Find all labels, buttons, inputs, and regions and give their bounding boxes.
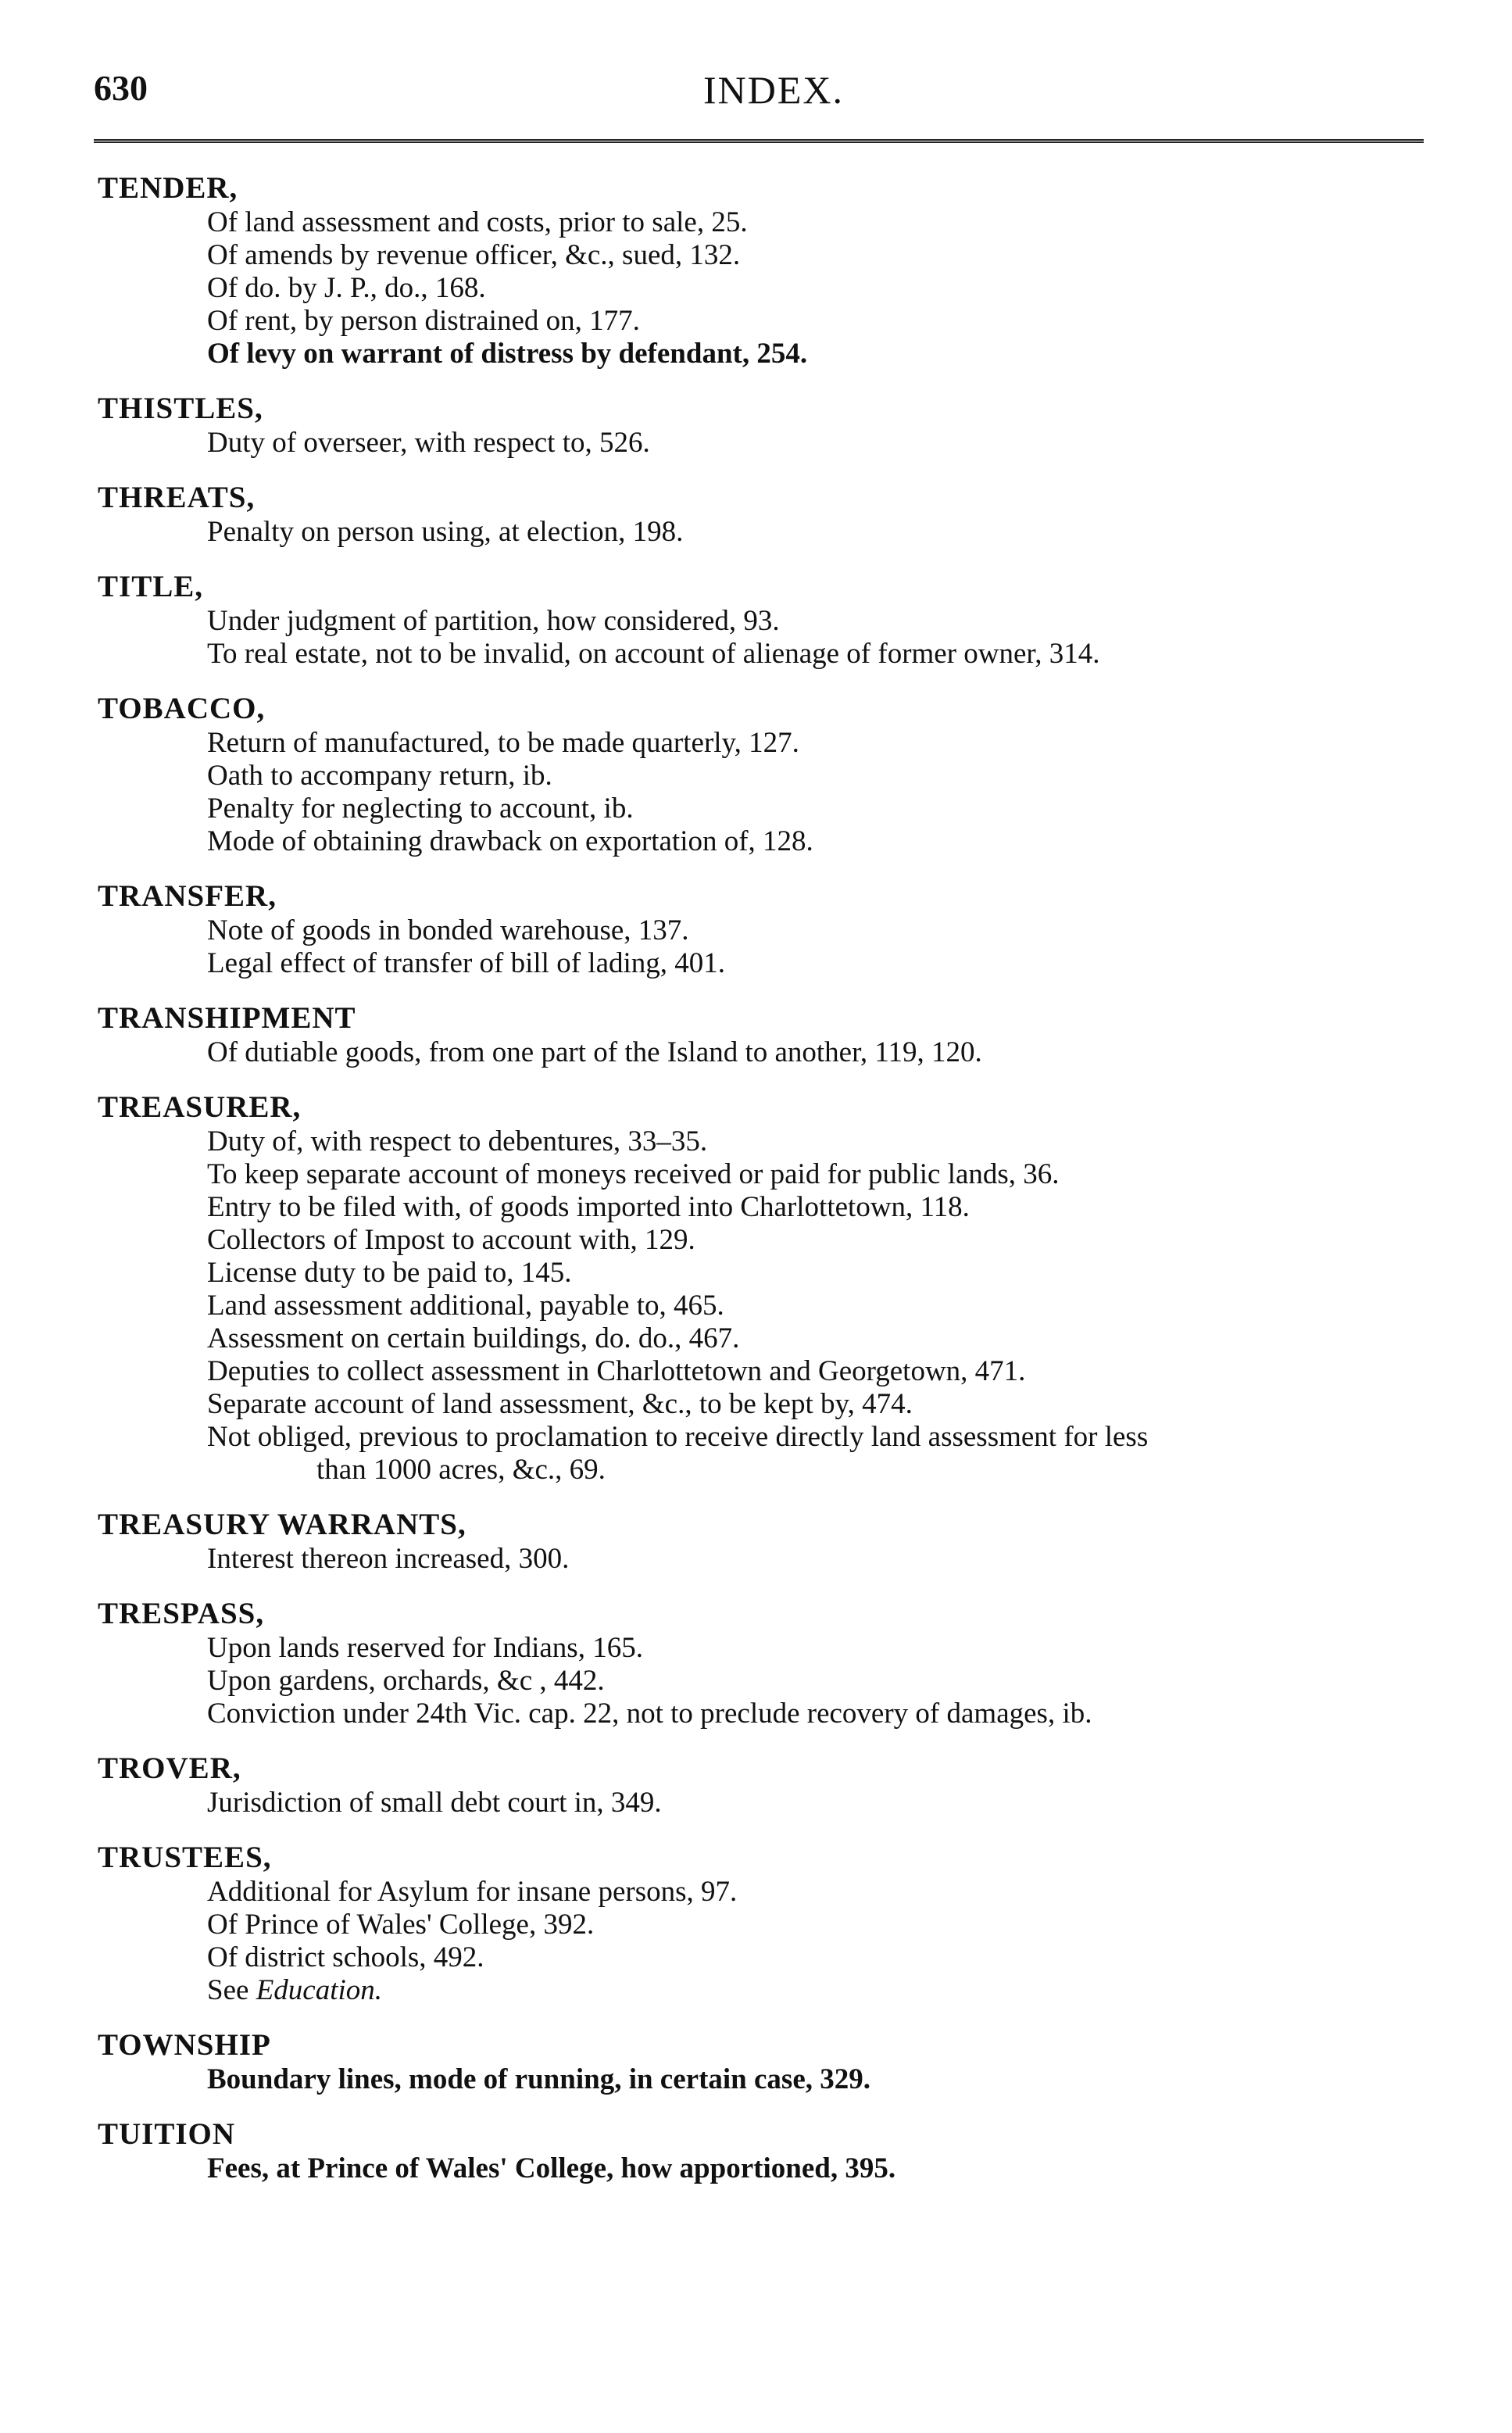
index-entry-tender [98,170,1442,370]
index-entry-trustees [98,1840,1442,2007]
index-entry-trespass [98,1596,1442,1730]
index-entry-tobacco [98,691,1442,858]
subentry: Oath to accompany return, ib. [207,760,552,792]
entry-heading: TITLE, [98,570,203,603]
subentry: Not obliged, previous to proclamation to receive directly land assessment for less [207,1421,1149,1453]
index-entry-thistles [98,391,1442,460]
page-header [94,67,1422,122]
entry-subentries [98,206,1442,370]
header-rule [94,139,1424,143]
subentry: Under judgment of partition, how considered, 93. [207,605,780,637]
entry-subentries [98,1632,1442,1730]
subentry: Additional for Asylum for insane persons, 97. [207,1876,738,1908]
index-entry-trover [98,1751,1442,1819]
index-entries [98,170,1442,2206]
subentry: Return of manufactured, to be made quarterly, 127. [207,727,799,759]
entry-subentries [98,605,1442,671]
entry-heading: TRUSTEES, [98,1841,272,1874]
index-entry-transhipment [98,1000,1442,1069]
entry-heading: TOWNSHIP [98,2028,271,2062]
entry-heading: THREATS, [98,481,256,514]
subentry: Assessment on certain buildings, do. do., 467. [207,1322,740,1354]
entry-heading: TRANSFER, [98,879,277,913]
entry-heading: TROVER, [98,1751,241,1785]
index-entry-transfer [98,878,1442,980]
subentry: Upon gardens, orchards, &c , 442. [207,1665,605,1697]
subentry: Deputies to collect assessment in Charlottetown and Georgetown, 471. [207,1355,1026,1387]
subentry: Boundary lines, mode of running, in certain case, 329. [207,2063,870,2095]
entry-heading: TRANSHIPMENT [98,1001,356,1035]
subentry: Interest thereon increased, 300. [207,1543,570,1575]
subentry: Of land assessment and costs, prior to sale, 25. [207,206,748,238]
index-entry-treasurer [98,1089,1442,1487]
page-number: 630 [94,68,148,108]
subentry: Collectors of Impost to account with, 129. [207,1224,695,1256]
entry-subentries [98,1036,1442,1069]
subentry: Of dutiable goods, from one part of the Island to another, 119, 120. [207,1036,982,1068]
index-entry-threats [98,480,1442,549]
subentry: To real estate, not to be invalid, on account of alienage of former owner, 314. [207,638,1100,670]
entry-heading: TREASURER, [98,1090,302,1124]
entry-subentries [98,2063,1442,2096]
subentry: Conviction under 24th Vic. cap. 22, not to preclude recovery of damages, ib. [207,1698,1092,1730]
entry-heading: TENDER, [98,171,238,205]
subentry: Penalty for neglecting to account, ib. [207,793,634,825]
subentry: Penalty on person using, at election, 198. [207,516,684,548]
entry-subentries [98,727,1442,858]
subentry: Of amends by revenue officer, &c., sued, 132. [207,239,741,271]
running-title: INDEX. [703,68,845,112]
subentry-continuation: than 1000 acres, &c., 69. [316,1454,606,1486]
entry-subentries [98,914,1442,980]
subentry: Legal effect of transfer of bill of lading, 401. [207,947,726,979]
entry-subentries [98,2152,1442,2185]
subentry: Separate account of land assessment, &c., to be kept by, 474. [207,1388,913,1420]
subentry: Of district schools, 492. [207,1941,484,1973]
entry-heading: THISTLES, [98,392,263,425]
subentry: Entry to be filed with, of goods imported into Charlottetown, 118. [207,1191,970,1223]
subentry: Of rent, by person distrained on, 177. [207,305,640,337]
subentry: License duty to be paid to, 145. [207,1257,572,1289]
subentry-see-also [98,1974,1442,2007]
subentry: Jurisdiction of small debt court in, 349. [207,1787,662,1819]
entry-subentries [98,516,1442,549]
subentry: Duty of, with respect to debentures, 33–35. [207,1125,708,1157]
subentry: Land assessment additional, payable to, 465. [207,1290,724,1322]
index-entry-township [98,2027,1442,2096]
entry-heading: TRESPASS, [98,1597,265,1630]
subentry: To keep separate account of moneys received or paid for public lands, 36. [207,1158,1060,1190]
subentry: Note of goods in bonded warehouse, 137. [207,914,689,946]
entry-heading: TOBACCO, [98,692,266,725]
entry-subentries [98,1543,1442,1576]
entry-subentries [98,427,1442,460]
entry-heading: TREASURY WARRANTS, [98,1508,466,1541]
see-prefix: See [207,1974,256,2006]
subentry: Fees, at Prince of Wales' College, how apportioned, 395. [207,2152,896,2184]
see-reference: Education. [256,1974,383,2006]
entry-subentries [98,1876,1442,2007]
entry-heading: TUITION [98,2117,236,2151]
subentry: Mode of obtaining drawback on exportation of, 128. [207,825,813,857]
entry-subentries [98,1125,1442,1487]
index-entry-title [98,569,1442,671]
subentry: Of Prince of Wales' College, 392. [207,1909,595,1941]
index-entry-treasury-warrants [98,1507,1442,1576]
subentry: Of do. by J. P., do., 168. [207,272,486,304]
index-entry-tuition [98,2116,1442,2185]
entry-subentries [98,1787,1442,1819]
subentry: Duty of overseer, with respect to, 526. [207,427,650,459]
subentry: Of levy on warrant of distress by defendant, 254. [207,338,808,370]
subentry: Upon lands reserved for Indians, 165. [207,1632,643,1664]
